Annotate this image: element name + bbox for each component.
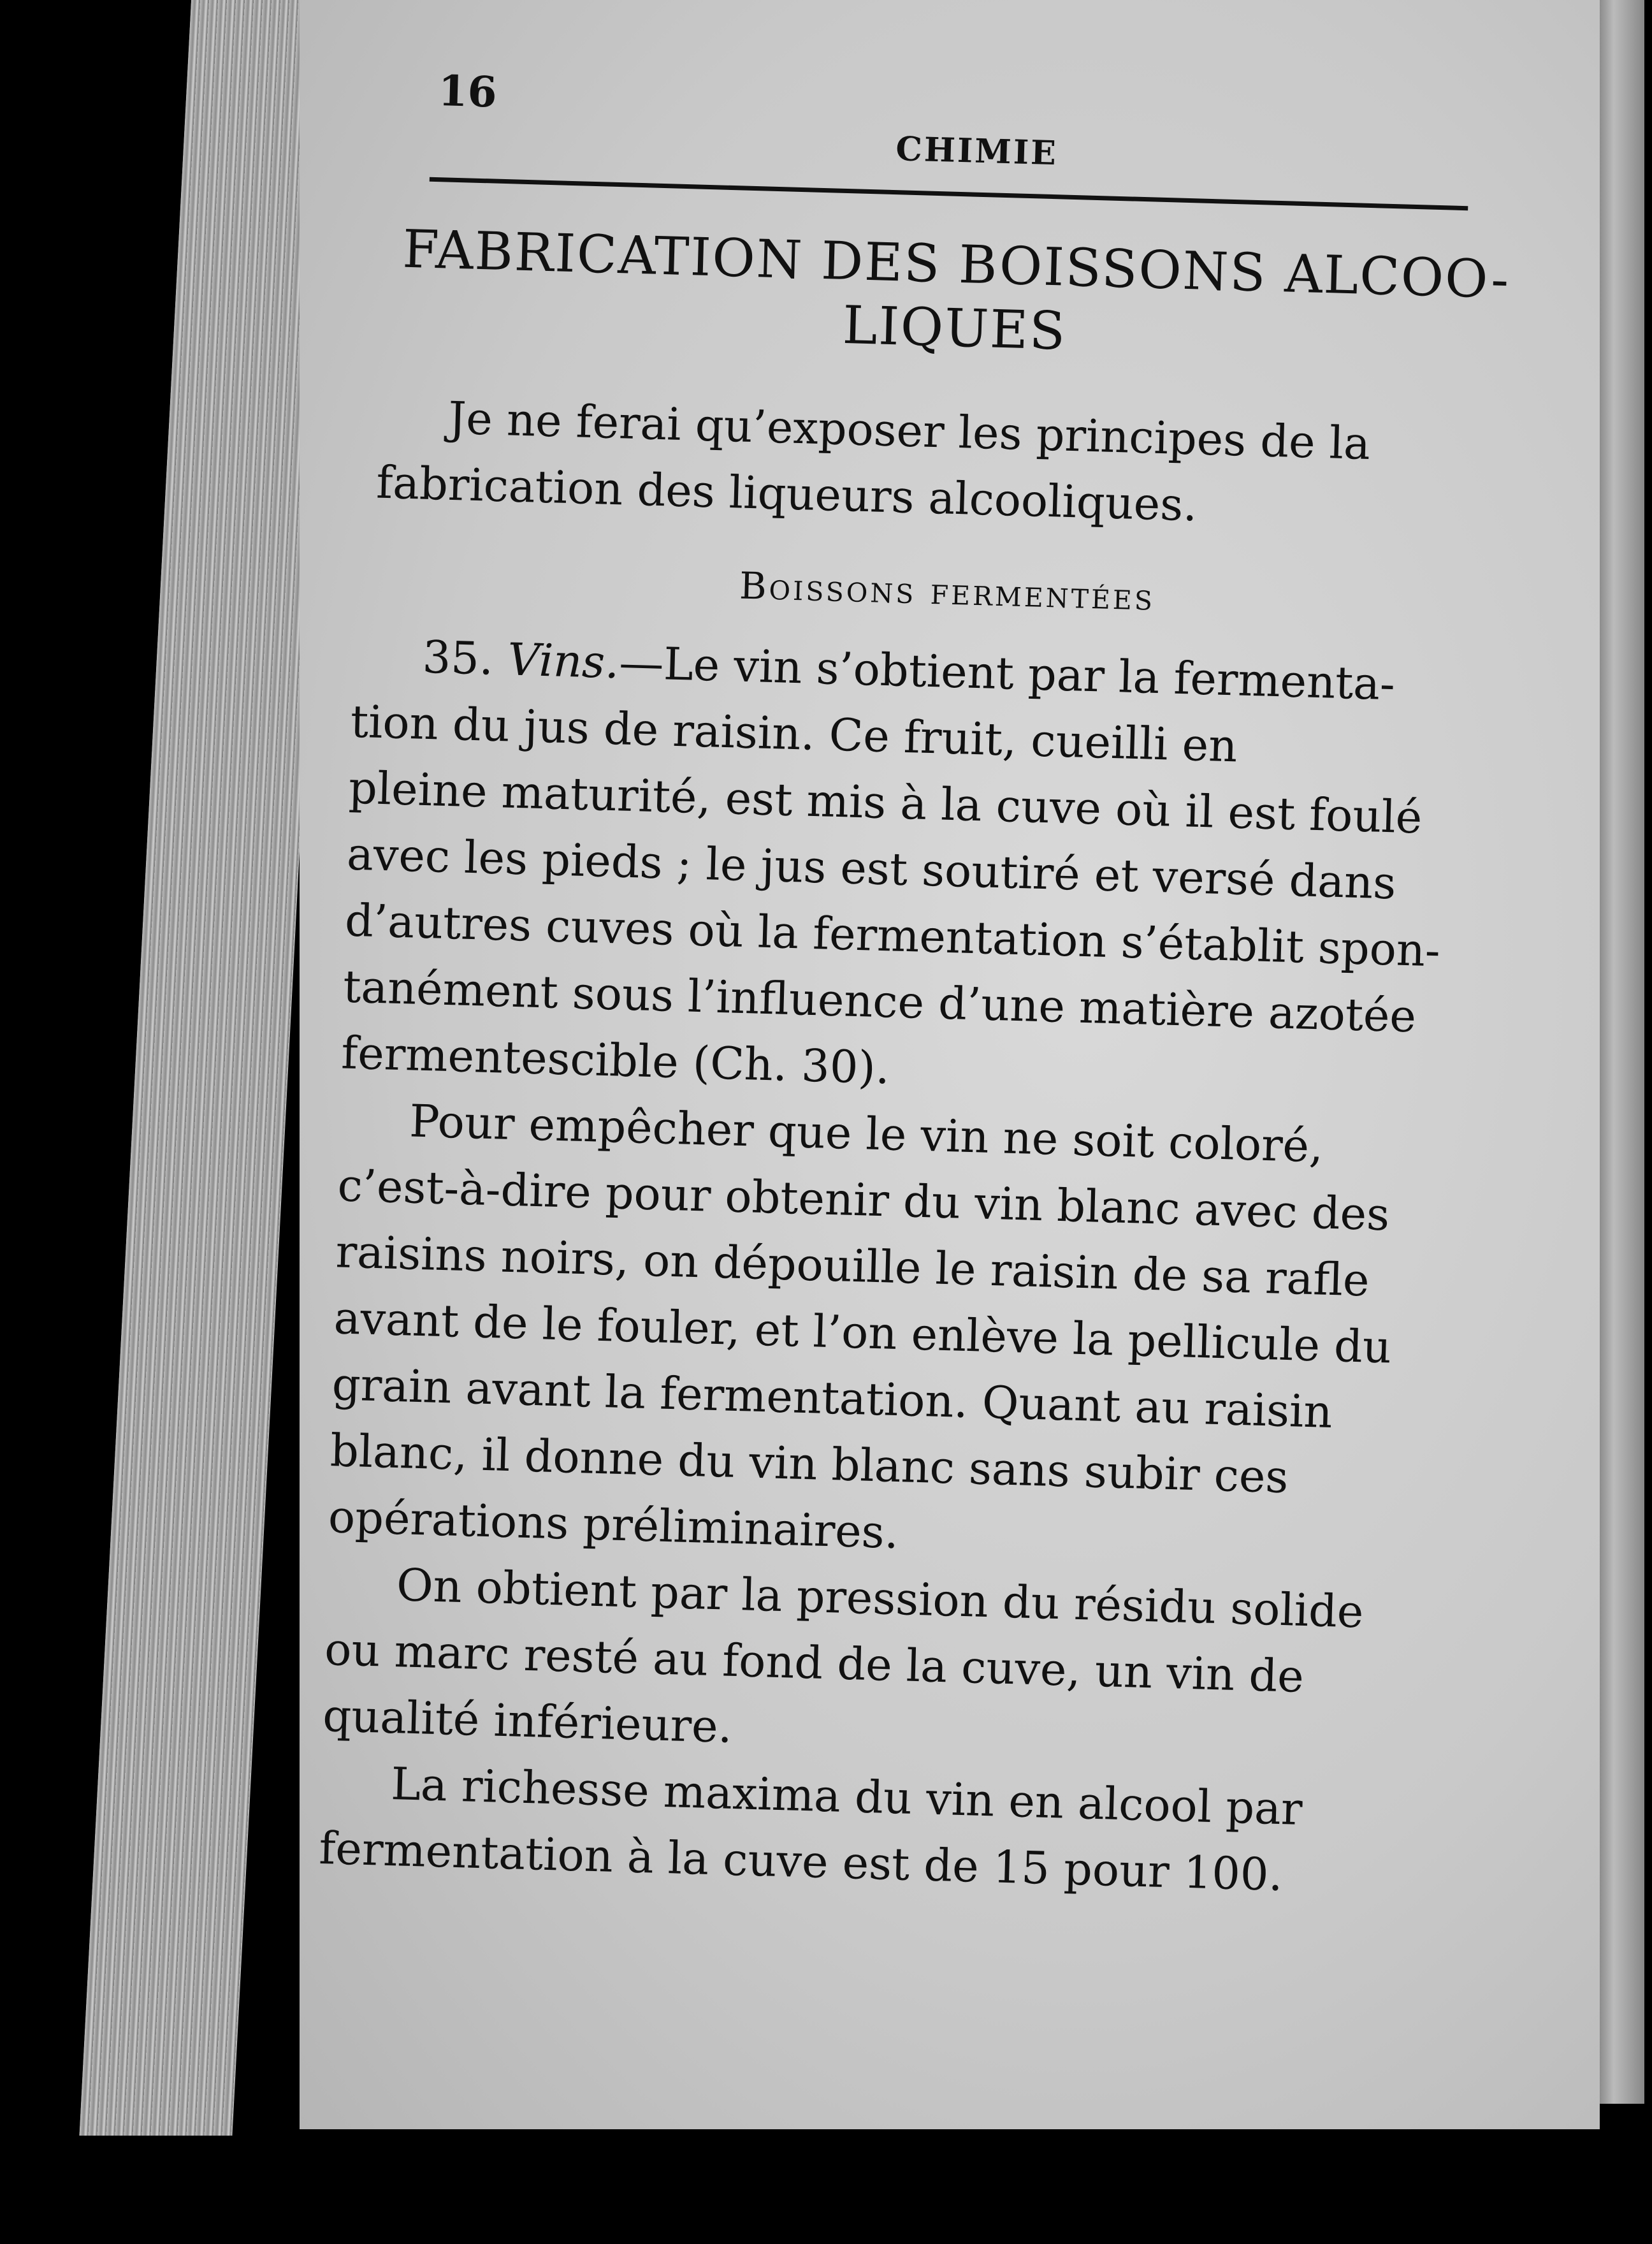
paragraph-vin-blanc xyxy=(328,1086,1526,1583)
page-number: 16 xyxy=(437,66,498,117)
book-page xyxy=(300,0,1600,2129)
text-line: fermentescible (Ch. 30). xyxy=(340,1026,891,1095)
intro-paragraph xyxy=(356,382,1545,548)
section-number: 35. xyxy=(421,630,495,685)
text-line: c’est-à-dire pour obtenir du vin blanc avec des xyxy=(337,1159,1391,1241)
running-head xyxy=(367,38,1554,173)
text-line: avant de le fouler, et l’on enlève la pellicule du xyxy=(333,1292,1393,1374)
text-line: qualité inférieure. xyxy=(322,1689,733,1753)
text-line: ou marc resté au fond de la cuve, un vin de xyxy=(324,1623,1305,1703)
text-line: tanément sous l’influence d’une matière azotée xyxy=(342,960,1417,1043)
chapter-heading xyxy=(361,217,1550,377)
text-line: fabrication des liqueurs alcooliques. xyxy=(375,456,1198,532)
text-line: Je ne ferai qu’exposer les principes de la xyxy=(447,391,1372,470)
text-line: blanc, il donne du vin blanc sans subir ces xyxy=(329,1424,1289,1504)
text-line: Pour empêcher que le vin ne soit coloré, xyxy=(409,1095,1324,1173)
running-title: CHIMIE xyxy=(895,129,1059,173)
text-line: grain avant la fermentation. Quant au raisin xyxy=(331,1358,1333,1438)
text-line: tion du jus de raisin. Ce fruit, cueilli en xyxy=(349,695,1238,773)
header-rule xyxy=(430,177,1468,211)
text-line: d’autres cuves où la fermentation s’établit spon- xyxy=(344,894,1441,977)
facing-page-edge xyxy=(1593,0,1644,2104)
text-line-content: —Le vin s’obtient par la fermenta- xyxy=(618,636,1396,711)
text-line: avec les pieds ; le jus est soutiré et versé dans xyxy=(346,827,1397,910)
text-line: La richesse maxima du vin en alcool par xyxy=(390,1758,1303,1835)
text-line: fermentation à la cuve est de 15 pour 100. xyxy=(318,1821,1284,1902)
page-text-block xyxy=(318,38,1554,1914)
text-line: raisins noirs, on dépouille le raisin de sa rafle xyxy=(335,1225,1370,1307)
paragraph-vins xyxy=(340,622,1539,1119)
chapter-heading-line: LIQUES xyxy=(841,295,1068,362)
text-line: On obtient par la pression du résidu solide xyxy=(396,1559,1365,1638)
section-title: Vins. xyxy=(507,633,620,689)
chapter-heading-line: FABRICATION DES BOISSONS ALCOO- xyxy=(402,219,1511,311)
section-subheading: Boissons fermentées xyxy=(739,564,1156,619)
text-line: opérations préliminaires. xyxy=(328,1490,900,1559)
paragraph-marc xyxy=(322,1550,1512,1782)
text-line: pleine maturité, est mis à la cuve où il est foulé xyxy=(348,761,1423,844)
